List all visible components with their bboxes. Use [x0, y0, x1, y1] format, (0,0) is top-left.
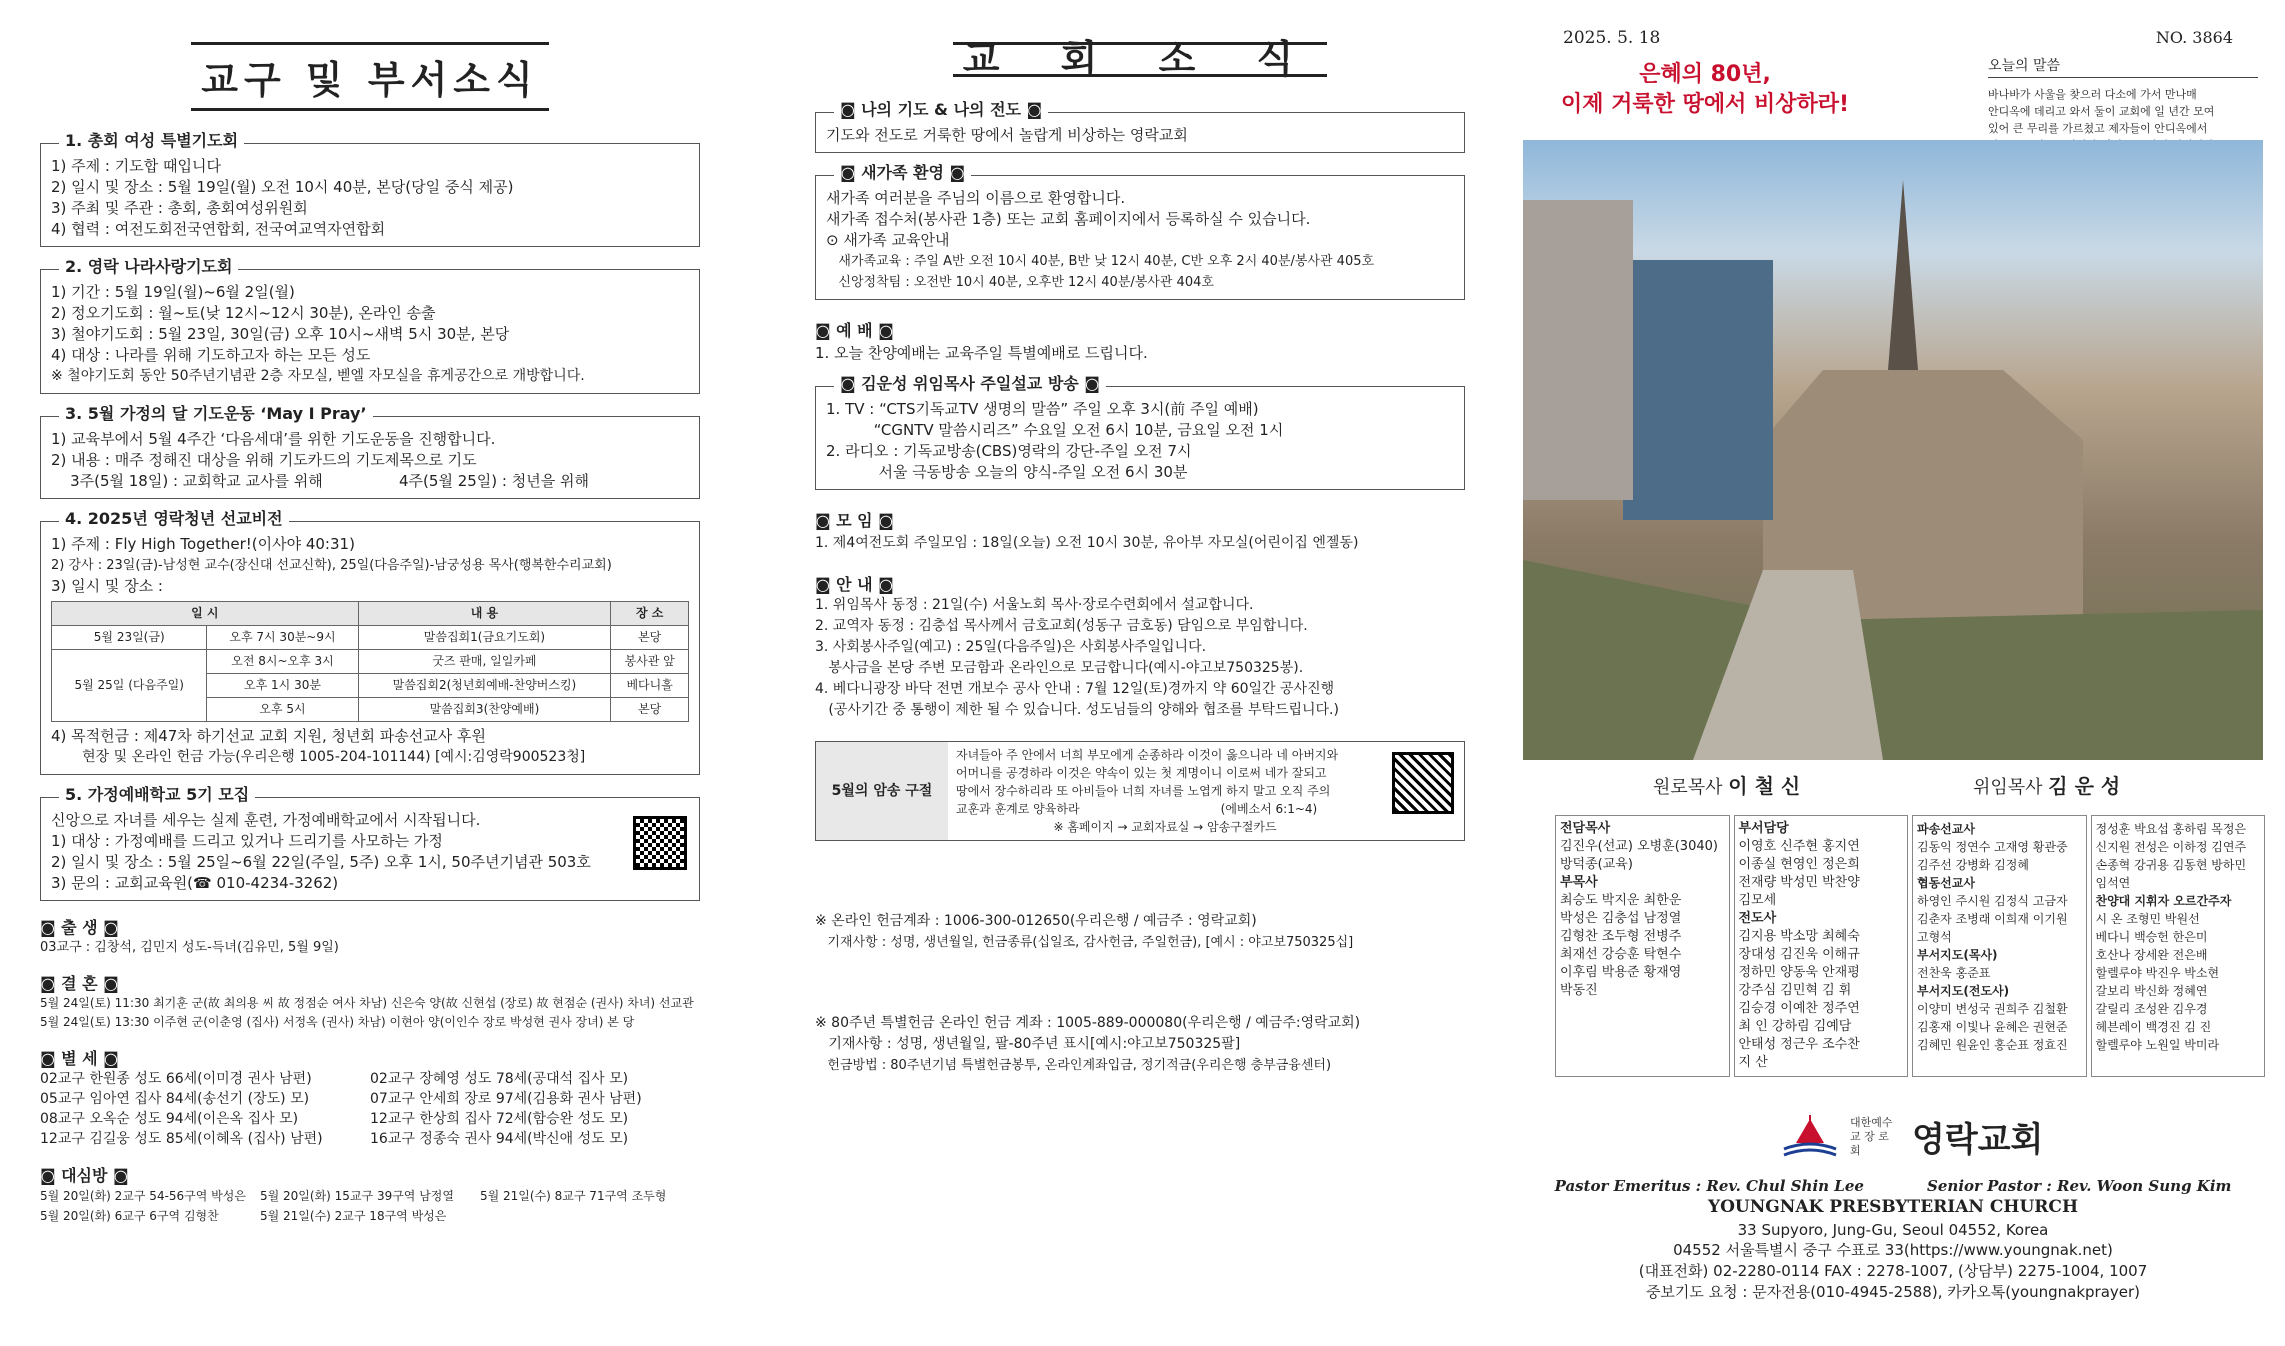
- section-line: 2) 강사 : 23일(금)-남성현 교수(장신대 선교신학), 25일(다음주일)-남궁성용 목사(행복한수리교회): [51, 558, 612, 573]
- staff-line: 할렐루야 박진우 박소현: [2095, 966, 2220, 980]
- staff-box: [1734, 815, 1909, 1077]
- section-title: 2. 영락 나라사랑기도회: [59, 256, 238, 277]
- staff-line: 이영호 신주현 홍지연: [1738, 839, 1860, 854]
- right-column: [1523, 0, 2263, 140]
- section-line: ⊙ 새가족 교육안내: [826, 231, 950, 249]
- section-line: 서울 극동방송 오늘의 양식-주일 오전 6시 30분: [826, 463, 1188, 481]
- section-line: 현장 및 온라인 헌금 가능(우리은행 1005-204-101144) [예시:김영락900523청]: [51, 749, 586, 765]
- section-line: 1) 주제 : 기도합 때입니다: [51, 157, 221, 175]
- section-line: 3) 철야기도회 : 5월 23일, 30일(금) 오후 10시~새벽 5시 30분, 본당: [51, 325, 510, 343]
- meeting-heading: ◙ 모 임 ◙: [815, 511, 894, 530]
- list-item: 5월 20일(화) 2교구 54-56구역 박성은: [40, 1189, 246, 1203]
- left-header: [40, 42, 700, 111]
- section-line: 기도와 전도로 거룩한 땅에서 놀랍게 비상하는 영락교회: [826, 126, 1188, 144]
- table-cell: 오전 8시~오후 3시: [207, 650, 358, 674]
- logo-title: 영락교회: [1912, 1120, 2044, 1160]
- list-item: 5월 21일(수) 2교구 18구역 박성은: [260, 1209, 447, 1223]
- table-header: 장 소: [611, 602, 689, 626]
- offering-line: 기재사항 : 성명, 생년월일, 헌금종류(십일조, 감사헌금, 주일헌금), [예시 : 야고보750325십]: [815, 935, 1354, 950]
- news-section-broadcast: [815, 374, 1465, 490]
- staff-line: 헤븐레이 백경진 김 진: [2095, 1020, 2212, 1034]
- notice-section-3: [40, 404, 700, 499]
- list-item: 5월 20일(화) 6교구 6구역 김형찬: [40, 1209, 219, 1223]
- church-building-image: [1523, 140, 2263, 760]
- section-line: 3) 주최 및 주관 : 총회, 총회여성위원회: [51, 199, 308, 217]
- staff-line: 부목사: [1560, 875, 1598, 890]
- church-logo: [1780, 1112, 2043, 1161]
- worship-heading: ◙ 예 배 ◙: [815, 321, 894, 340]
- list-item: 1. 위임목사 동정 : 21일(수) 서울노회 목사·장로수련회에서 설교합니다.: [815, 597, 1254, 613]
- staff-line: 갈보리 박신화 정혜연: [2095, 984, 2208, 998]
- table-cell: 굿즈 판매, 일일카페: [358, 650, 611, 674]
- staff-line: 부서담당: [1738, 821, 1789, 836]
- section-line: 2) 일시 및 장소 : 5월 25일~6월 22일(주일, 5주) 오후 1시, 50주년기념관 503호: [51, 853, 591, 871]
- section-line: 2) 일시 및 장소 : 5월 19일(월) 오전 10시 40분, 본당(당일 중식 제공): [51, 178, 514, 196]
- notice-section-2: [40, 257, 700, 394]
- list-item: [480, 1206, 700, 1226]
- news-section-prayer: [815, 100, 1465, 153]
- staff-line: 김형찬 조두형 전병주: [1560, 929, 1682, 944]
- staff-line: 장대성 김진욱 이해규: [1738, 947, 1860, 962]
- staff-line: 김지용 박소망 최혜숙: [1738, 929, 1860, 944]
- birth-text: 03교구 : 김창석, 김민지 성도-득녀(김유민, 5월 9일): [40, 940, 339, 955]
- memory-verse-text: [948, 742, 1382, 840]
- table-row: [52, 626, 689, 650]
- schedule-table: [51, 601, 689, 722]
- offering-line: 헌금방법 : 80주년기념 특별헌금봉투, 온라인계좌입금, 정기적금(우리은행 충부금융센터): [815, 1058, 1332, 1073]
- issue-date: 2025. 5. 18: [1563, 28, 1661, 48]
- section-line: 신앙으로 자녀를 세우는 실제 훈련, 가정예배학교에서 시작됩니다.: [51, 811, 481, 829]
- section-line: ※ 철야기도회 동안 50주년기념관 2층 자모실, 벧엘 자모실을 휴게공간으로 개방합니다.: [51, 368, 585, 384]
- verse-line: 자녀들아 주 안에서 너희 부모에게 순종하라 이것이 옳으니라 네 아버지와: [956, 748, 1339, 762]
- list-item: 05교구 임아연 집사 84세(송선기 (장도) 모): [40, 1091, 310, 1107]
- section-title: 1. 총회 여성 특별기도회: [59, 130, 244, 151]
- section-line: 1) 기간 : 5월 19일(월)~6월 2일(월): [51, 283, 295, 301]
- list-item: 2. 교역자 동정 : 김충섭 목사께서 금호교회(성동구 금호동) 담임으로 부임합니다.: [815, 618, 1308, 634]
- section-line: 1) 대상 : 가정예배를 드리고 있거나 드리기를 사모하는 가정: [51, 832, 443, 850]
- birth-heading: ◙ 출 생 ◙: [40, 918, 119, 937]
- staff-line: 이종실 현영인 정은희: [1738, 857, 1860, 872]
- info-list: [815, 595, 1465, 721]
- section-line: 새가족 여러분을 주님의 이름으로 환영합니다.: [826, 189, 1126, 207]
- staff-line: 고형석: [1917, 930, 1952, 944]
- address-english: 33 Supyoro, Jung-Gu, Seoul 04552, Korea: [1737, 1221, 2049, 1239]
- section-line: 4) 대상 : 나라를 위해 기도하고자 하는 모든 성도: [51, 346, 371, 364]
- offering-line: 기재사항 : 성명, 생년월일, 팔-80주년 표시[예시:야고보750325팔]: [815, 1036, 1241, 1052]
- verse-line: ※ 홈페이지 → 교회자료실 → 암송구절카드: [1053, 820, 1277, 834]
- prayer-request: 중보기도 요청 : 문자전용(010-4945-2588), 카카오톡(youngnakprayer): [1645, 1283, 2141, 1301]
- staff-line: 손종혁 강귀용 김동현 방하민: [2095, 858, 2247, 872]
- middle-header: [815, 37, 1465, 81]
- church-photo: [1523, 140, 2263, 760]
- qr-code-icon: [633, 816, 687, 870]
- senior-pastor: [1973, 770, 2120, 799]
- section-line: 2) 내용 : 매주 정해진 대상을 위해 기도카드의 기도제목으로 기도: [51, 451, 477, 469]
- staff-line: 임석연: [2095, 876, 2131, 890]
- verse-line: 교훈과 훈계로 양육하라 (에베소서 6:1~4): [956, 802, 1318, 816]
- section-title: 5. 가정예배학교 5기 모집: [59, 784, 255, 805]
- staff-list: [1555, 815, 2265, 1077]
- pastor-role: 원로목사: [1653, 777, 1723, 798]
- list-item: 02교구 장혜영 성도 78세(공대석 집사 모): [370, 1071, 629, 1087]
- section-line: 3) 문의 : 교회교육원(☎ 010-4234-3262): [51, 874, 339, 892]
- table-cell: 베다니홀: [611, 674, 689, 698]
- slogan-line: 은혜의 80년,: [1639, 62, 1771, 87]
- notice-section-1: [40, 131, 700, 247]
- slogan-line: 이제 거룩한 땅에서 비상하라!: [1561, 92, 1850, 117]
- list-item: 16교구 정종숙 권사 94세(박신애 성도 모): [370, 1131, 629, 1147]
- wedding-line: 5월 24일(토) 11:30 최기훈 군(故 최의용 씨 故 정점순 여사 차남) 신은숙 양(故 신현섭 (장로) 故 현점순 (권사) 차녀) 선교관: [40, 996, 694, 1010]
- list-item: 07교구 안세희 장로 97세(김용화 권사 남편): [370, 1091, 642, 1107]
- list-item: 3. 사회봉사주일(예고) : 25일(다음주일)은 사회봉사주일입니다.: [815, 639, 1207, 655]
- staff-line: 부서지도(전도사): [1917, 984, 2010, 998]
- table-cell: 본당: [611, 626, 689, 650]
- todays-word-heading: 오늘의 말씀: [1988, 55, 2258, 78]
- staff-line: 박성은 김충섭 남정열: [1560, 911, 1682, 926]
- staff-line: 찬양대 지휘자 오르간주자: [2095, 894, 2232, 908]
- staff-box: [1555, 815, 1730, 1077]
- verse-line: 바나바가 사울을 찾으러 다소에 가서 만나매: [1988, 88, 2197, 101]
- staff-line: 파송선교사: [1917, 822, 1975, 836]
- staff-line: 김혜민 원윤인 홍순표 정효진: [1917, 1038, 2068, 1052]
- staff-line: 정성훈 박요섭 홍하림 목정은: [2095, 822, 2247, 836]
- table-cell: 말씀집회1(금요기도회): [358, 626, 611, 650]
- staff-line: 김승경 이예찬 정주연: [1738, 1001, 1860, 1016]
- section-title: ◙ 나의 기도 & 나의 전도 ◙: [834, 99, 1048, 120]
- middle-column: [815, 0, 1465, 1076]
- pastor-credits: [1523, 1177, 2263, 1195]
- staff-line: 김진우(선교) 오병훈(3040): [1560, 839, 1718, 854]
- section-line: 1) 주제 : Fly High Together!(이사야 40:31): [51, 535, 355, 553]
- list-item: 08교구 오옥순 성도 94세(이은옥 집사 모): [40, 1111, 299, 1127]
- middle-page-title: 교 회 소 식: [953, 42, 1328, 77]
- staff-line: 최 인 강하림 김예담: [1738, 1019, 1852, 1034]
- staff-line: 강주심 김민혁 김 휘: [1738, 983, 1852, 998]
- pastor-emeritus: [1653, 770, 1800, 799]
- verse-line: 어머니를 공경하라 이것은 약속이 있는 첫 계명이니 이로써 네가 잘되고: [956, 766, 1327, 780]
- notice-section-5: [40, 785, 700, 901]
- staff-line: 김주선 강병화 김정혜: [1917, 858, 2029, 872]
- address-korean: 04552 서울특별시 중구 수표로 33(https://www.youngnak.net): [1673, 1241, 2113, 1259]
- verse-line: 있어 큰 무리를 가르쳤고 제자들이 안디옥에서: [1988, 122, 2208, 135]
- table-cell: 말씀집회3(찬양예배): [358, 698, 611, 722]
- section-line: 2) 정오기도회 : 월~토(낮 12시~12시 30분), 온라인 송출: [51, 304, 436, 322]
- table-cell: 5월 25일 (다음주일): [52, 650, 207, 722]
- section-line: 3) 일시 및 장소 :: [51, 577, 163, 595]
- worship-text: 1. 오늘 찬양예배는 교육주일 특별예배로 드립니다.: [815, 344, 1148, 362]
- visit-heading: ◙ 대심방 ◙: [40, 1166, 129, 1185]
- section-line: 4) 협력 : 여전도회전국연합회, 전국여교역자연합회: [51, 220, 386, 238]
- staff-line: 부서지도(목사): [1917, 948, 1998, 962]
- list-item: 5월 21일(수) 8교구 71구역 조두형: [480, 1189, 667, 1203]
- staff-line: 갈릴리 조성완 김우경: [2095, 1002, 2208, 1016]
- section-line: 새가족 접수처(봉사관 1층) 또는 교회 홈페이지에서 등록하실 수 있습니다.: [826, 210, 1311, 228]
- list-item: 12교구 김길웅 성도 85세(이혜옥 (집사) 남편): [40, 1131, 323, 1147]
- list-item: 5월 20일(화) 15교구 39구역 남정열: [260, 1189, 454, 1203]
- table-cell: 말씀집회2(청년회예배-찬양버스킹): [358, 674, 611, 698]
- section-line: 1) 교육부에서 5월 4주간 ‘다음세대’를 위한 기도운동을 진행합니다.: [51, 430, 496, 448]
- slogan: [1561, 60, 1849, 120]
- offering-line: ※ 온라인 헌금계좌 : 1006-300-012650(우리은행 / 예금주 : 영락교회): [815, 913, 1257, 929]
- staff-line: 이후림 박용준 황재영: [1560, 965, 1682, 980]
- section-line: 3주(5월 18일) : 교회학교 교사를 위해 4주(5월 25일) : 청년을 위해: [51, 472, 589, 490]
- staff-line: 김홍재 이빛나 윤혜은 권현준: [1917, 1020, 2068, 1034]
- table-cell: 본당: [611, 698, 689, 722]
- pastor-name: 김 운 성: [2048, 774, 2121, 798]
- left-column: [40, 0, 700, 1226]
- staff-line: 정하민 양동욱 안재평: [1738, 965, 1860, 980]
- notice-section-4: [40, 509, 700, 775]
- memory-verse-box: [815, 741, 1465, 841]
- staff-line: 전찬욱 홍준표: [1917, 966, 1991, 980]
- section-line: 2. 라디오 : 기독교방송(CBS)영락의 강단-주일 오전 7시: [826, 442, 1192, 460]
- table-cell: 5월 23일(금): [52, 626, 207, 650]
- list-item: 4. 베다니광장 바닥 전면 개보수 공사 안내 : 7월 12일(토)경까지 약 60일간 공사진행: [815, 681, 1335, 697]
- staff-line: 시 온 조형민 박원선: [2095, 912, 2200, 926]
- list-item: 02교구 한원종 성도 66세(이미경 권사 남편): [40, 1071, 312, 1087]
- senior-credit: Senior Pastor : Rev. Woon Sung Kim: [1927, 1177, 2232, 1195]
- section-line: 4) 목적헌금 : 제47차 하기선교 교회 지원, 청년회 파송선교사 후원: [51, 727, 486, 745]
- staff-line: 협동선교사: [1917, 876, 1975, 890]
- pastor-role: 위임목사: [1973, 777, 2043, 798]
- staff-line: 전담목사: [1560, 821, 1611, 836]
- staff-line: 이양미 변성국 권희주 김철환: [1917, 1002, 2068, 1016]
- table-cell: 오후 1시 30분: [207, 674, 358, 698]
- list-item: 봉사금을 본당 주변 모금함과 온라인으로 모금합니다(예시-야고보750325봉).: [815, 660, 1304, 676]
- section-line: “CGNTV 말씀시리즈” 수요일 오전 6시 10분, 금요일 오전 1시: [826, 421, 1284, 439]
- list-item: (공사기간 중 통행이 제한 될 수 있습니다. 성도님들의 양해와 협조를 부탁드립니다.): [815, 702, 1339, 718]
- staff-line: 김동익 정연수 고재영 황관중: [1917, 840, 2068, 854]
- section-title: ◙ 새가족 환영 ◙: [834, 162, 971, 183]
- news-section-newcomers: [815, 163, 1465, 300]
- table-cell: 오후 5시: [207, 698, 358, 722]
- offering-account-2: [815, 1013, 1465, 1076]
- section-line: 1. TV : “CTS기독교TV 생명의 말씀” 주일 오후 3시(前 주일 예배): [826, 400, 1259, 418]
- staff-line: 지 산: [1738, 1055, 1768, 1070]
- info-heading: ◙ 안 내 ◙: [815, 575, 894, 594]
- section-title: ◙ 김운성 위임목사 주일설교 방송 ◙: [834, 373, 1106, 394]
- staff-line: 전재량 박성민 박찬양: [1738, 875, 1860, 890]
- table-cell: 봉사관 앞: [611, 650, 689, 674]
- verse-line: 땅에서 장수하리라 또 아비들아 너희 자녀를 노엽게 하지 말고 오직 주의: [956, 784, 1331, 798]
- staff-line: 할렐루야 노원일 박미라: [2095, 1038, 2220, 1052]
- memory-verse-label: 5월의 암송 구절: [816, 742, 948, 840]
- table-header: 내 용: [358, 602, 611, 626]
- staff-line: 최승도 박지운 최한운: [1560, 893, 1682, 908]
- section-line: 새가족교육 : 주일 A반 오전 10시 40분, B반 낮 12시 40분, C반 오후 2시 40분/봉사관 405호: [826, 254, 1375, 269]
- list-item: 12교구 한상희 집사 72세(함승완 성도 모): [370, 1111, 629, 1127]
- staff-box: [1912, 815, 2087, 1077]
- church-logo-icon: [1780, 1115, 1840, 1159]
- phone-info: (대표전화) 02-2280-0114 FAX : 2278-1007, (상담부) 2275-1004, 1007: [1638, 1262, 2148, 1280]
- wedding-heading: ◙ 결 혼 ◙: [40, 974, 119, 993]
- section-title: 4. 2025년 영락청년 선교비전: [59, 508, 289, 529]
- pastor-name: 이 철 신: [1728, 774, 1801, 798]
- staff-line: 최재선 강승훈 탁현수: [1560, 947, 1682, 962]
- staff-line: 안태성 정근우 조수찬: [1738, 1037, 1860, 1052]
- table-cell: 오후 7시 30분~9시: [207, 626, 358, 650]
- issue-number: NO. 3864: [2155, 28, 2233, 47]
- staff-line: 김춘자 조병래 이희재 이기원: [1917, 912, 2068, 926]
- visit-list: [40, 1186, 700, 1226]
- staff-line: 김모세: [1738, 893, 1777, 908]
- staff-line: 호산나 장세완 전은배: [2095, 948, 2208, 962]
- table-header: 일 시: [52, 602, 359, 626]
- qr-code-icon: [1392, 752, 1454, 814]
- emeritus-credit: Pastor Emeritus : Rev. Chul Shin Lee: [1554, 1177, 1864, 1195]
- staff-line: 전도사: [1738, 911, 1777, 926]
- death-list: [40, 1069, 700, 1149]
- section-title: 3. 5월 가정의 달 기도운동 ‘May I Pray’: [59, 403, 373, 424]
- staff-line: 하영인 주시원 김정식 고금자: [1917, 894, 2068, 908]
- staff-line: 박동진: [1560, 983, 1598, 998]
- offering-account-1: [815, 911, 1465, 953]
- meeting-text: 1. 제4여전도회 주일모임 : 18일(오늘) 오전 10시 30분, 유아부 자모실(어린이집 엔젤동): [815, 535, 1359, 551]
- staff-box: [2091, 815, 2266, 1077]
- church-footer: [1523, 1177, 2263, 1302]
- church-name-english: YOUNGNAK PRESBYTERIAN CHURCH: [1707, 1197, 2079, 1217]
- left-page-title: 교구 및 부서소식: [191, 42, 548, 111]
- logo-subtitle: 대한예수교 장 로 회: [1850, 1115, 1893, 1157]
- verse-line: 안디옥에 데리고 와서 둘이 교회에 일 년간 모여: [1988, 105, 2215, 118]
- table-row: [52, 650, 689, 674]
- wedding-line: 5월 24일(토) 13:30 이주현 군(이춘영 (집사) 서정옥 (권사) 차남) 이현아 양(이인수 장로 박성현 권사 장녀) 본 당: [40, 1015, 635, 1029]
- offering-line: ※ 80주년 특별헌금 온라인 헌금 계좌 : 1005-889-000080(우리은행 / 예금주:영락교회): [815, 1015, 1361, 1031]
- staff-line: 베다니 백승헌 한은미: [2095, 930, 2208, 944]
- death-heading: ◙ 별 세 ◙: [40, 1049, 119, 1068]
- staff-line: 신지원 전성은 이하정 김연주: [2095, 840, 2247, 854]
- staff-line: 방덕종(교육): [1560, 857, 1633, 872]
- section-line: 신앙정착팀 : 오전반 10시 40분, 오후반 12시 40분/봉사관 404호: [826, 275, 1214, 290]
